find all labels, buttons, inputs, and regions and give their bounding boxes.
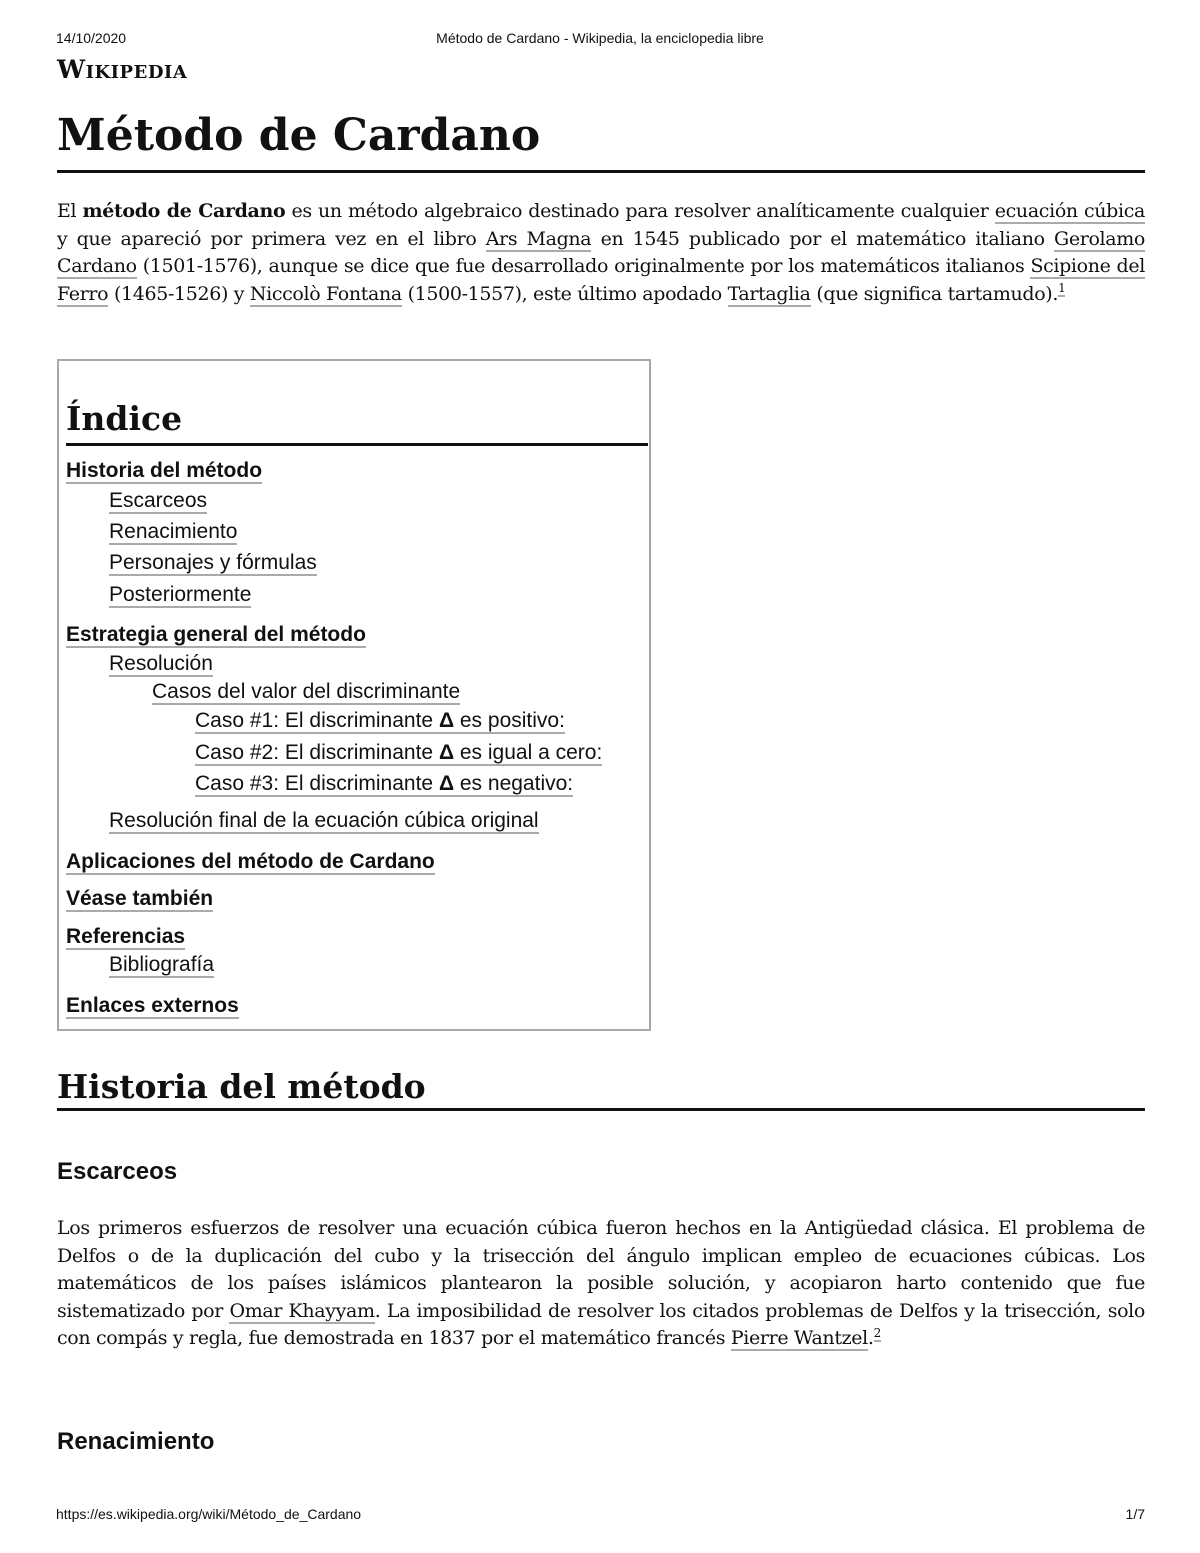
toc-title: Índice	[66, 399, 183, 438]
paragraph-text: . La imposibilidad de resolver los citados problemas de Delfos y la trisección, solo con compás y regla, fue demostrada en 1837 por el matemático francés	[57, 1299, 1145, 1349]
toc-item-label: Casos del valor del discriminante	[152, 680, 461, 703]
section-divider	[57, 1108, 1145, 1111]
toc-item-label: Enlaces externos	[66, 994, 239, 1017]
intro-bold-term: método de Cardano	[82, 200, 286, 222]
toc-item-casos-discriminante[interactable]	[152, 679, 460, 705]
reference-2[interactable]: 2	[873, 1325, 881, 1340]
toc-item-label: Caso #2: El discriminante	[195, 741, 439, 764]
toc-item-caso-1[interactable]	[195, 708, 565, 734]
toc-item-renacimiento[interactable]	[109, 519, 237, 545]
print-date: 14/10/2020	[56, 30, 127, 46]
link-tartaglia[interactable]: Tartaglia	[727, 282, 811, 305]
toc-item-resolucion[interactable]	[109, 651, 213, 677]
paragraph-text: Los primeros esfuerzos de resolver una ecuación cúbica fueron hechos en la Antigüedad clásica. El problema de Delfos o de la duplicación del cubo y la trisección del ángulo implican empleo de ecuaciones cúbicas. Los matemáticos de los países islámicos plantearon la posible solución, y acopiaron harto contenido que fue sistematizado por	[57, 1217, 1145, 1322]
intro-text: y que apareció por primera vez en el libro	[57, 227, 486, 250]
intro-text: (1500-1557), este último apodado	[401, 282, 728, 305]
toc-item-label: Estrategia general del método	[66, 623, 366, 646]
toc-item-vease-tambien[interactable]	[66, 886, 213, 912]
intro-text: en 1545 publicado por el matemático italiano	[591, 227, 1054, 250]
link-omar-khayyam[interactable]: Omar Khayyam	[229, 1299, 375, 1322]
toc-item-label: Caso #3: El discriminante	[195, 772, 439, 795]
intro-text: (1501-1576), aunque se dice que fue desarrollado originalmente por los matemáticos italianos	[136, 255, 1031, 277]
print-page-number: 1/7	[1125, 1506, 1145, 1522]
intro-text: El	[57, 200, 83, 222]
toc-item-label: Resolución final de la ecuación cúbica original	[109, 809, 539, 832]
toc-item-label: Caso #1: El discriminante	[195, 709, 439, 732]
toc-item-referencias[interactable]	[66, 924, 185, 950]
toc-item-enlaces-externos[interactable]	[66, 993, 239, 1019]
toc-item-caso-3[interactable]	[195, 771, 573, 797]
intro-paragraph	[57, 198, 1145, 308]
subsection-heading-renacimiento: Renacimiento	[57, 1428, 215, 1455]
toc-item-bibliografia[interactable]	[109, 952, 214, 978]
wikipedia-logo[interactable]: Wikipedia	[57, 55, 188, 84]
intro-text: es un método algebraico destinado para resolver analíticamente cualquier	[285, 200, 995, 222]
print-page-title: Método de Cardano - Wikipedia, la enciclopedia libre	[436, 30, 764, 46]
delta-symbol: Δ	[438, 772, 455, 795]
subsection-heading-escarceos: Escarceos	[57, 1158, 178, 1185]
link-pierre-wantzel[interactable]: Pierre Wantzel	[730, 1327, 868, 1349]
toc-item-label: Personajes y fórmulas	[109, 551, 317, 574]
toc-item-historia[interactable]	[66, 458, 262, 484]
table-of-contents	[57, 359, 651, 1031]
toc-item-escarceos[interactable]	[109, 488, 207, 514]
toc-item-label: Referencias	[66, 925, 186, 948]
toc-item-label: es negativo:	[454, 772, 574, 795]
toc-item-personajes[interactable]	[109, 550, 317, 576]
toc-item-label: Aplicaciones del método de Cardano	[66, 850, 435, 873]
print-url: https://es.wikipedia.org/wiki/Método_de_Cardano	[56, 1506, 362, 1522]
intro-text: (1465-1526) y	[108, 282, 250, 305]
delta-symbol: Δ	[438, 709, 455, 732]
toc-item-label: Renacimiento	[109, 520, 238, 543]
toc-item-caso-2[interactable]	[195, 740, 602, 766]
section-heading-historia: Historia del método	[57, 1067, 426, 1106]
link-niccolo-fontana[interactable]: Niccolò Fontana	[249, 282, 402, 305]
reference-1[interactable]: 1	[1058, 281, 1066, 296]
toc-item-posteriormente[interactable]	[109, 582, 251, 608]
toc-item-label: Posteriormente	[109, 583, 252, 606]
toc-item-label: es positivo:	[454, 709, 565, 732]
link-ars-magna[interactable]: Ars Magna	[485, 227, 592, 250]
page-title: Método de Cardano	[57, 110, 541, 161]
toc-item-label: Véase también	[66, 887, 214, 910]
toc-item-aplicaciones[interactable]	[66, 849, 435, 875]
link-gerolamo-cardano[interactable]: Gerolamo Cardano	[57, 227, 1146, 277]
link-scipione-del-ferro[interactable]: Scipione del Ferro	[57, 255, 1145, 305]
delta-symbol: Δ	[438, 741, 455, 764]
toc-divider	[66, 443, 648, 446]
toc-item-label: Bibliografía	[109, 953, 215, 976]
paragraph-text: .	[867, 1327, 874, 1349]
intro-text: (que significa tartamudo).	[810, 282, 1059, 305]
toc-item-resolucion-final[interactable]	[109, 808, 539, 834]
link-ecuacion-cubica[interactable]: ecuación cúbica	[994, 200, 1145, 222]
toc-item-label: es igual a cero:	[454, 741, 603, 764]
toc-item-label: Escarceos	[109, 489, 208, 512]
escarceos-paragraph	[57, 1215, 1145, 1353]
toc-item-label: Resolución	[109, 652, 213, 675]
toc-item-label: Historia del método	[66, 459, 263, 482]
toc-item-estrategia[interactable]	[66, 622, 366, 648]
title-divider	[57, 170, 1145, 173]
